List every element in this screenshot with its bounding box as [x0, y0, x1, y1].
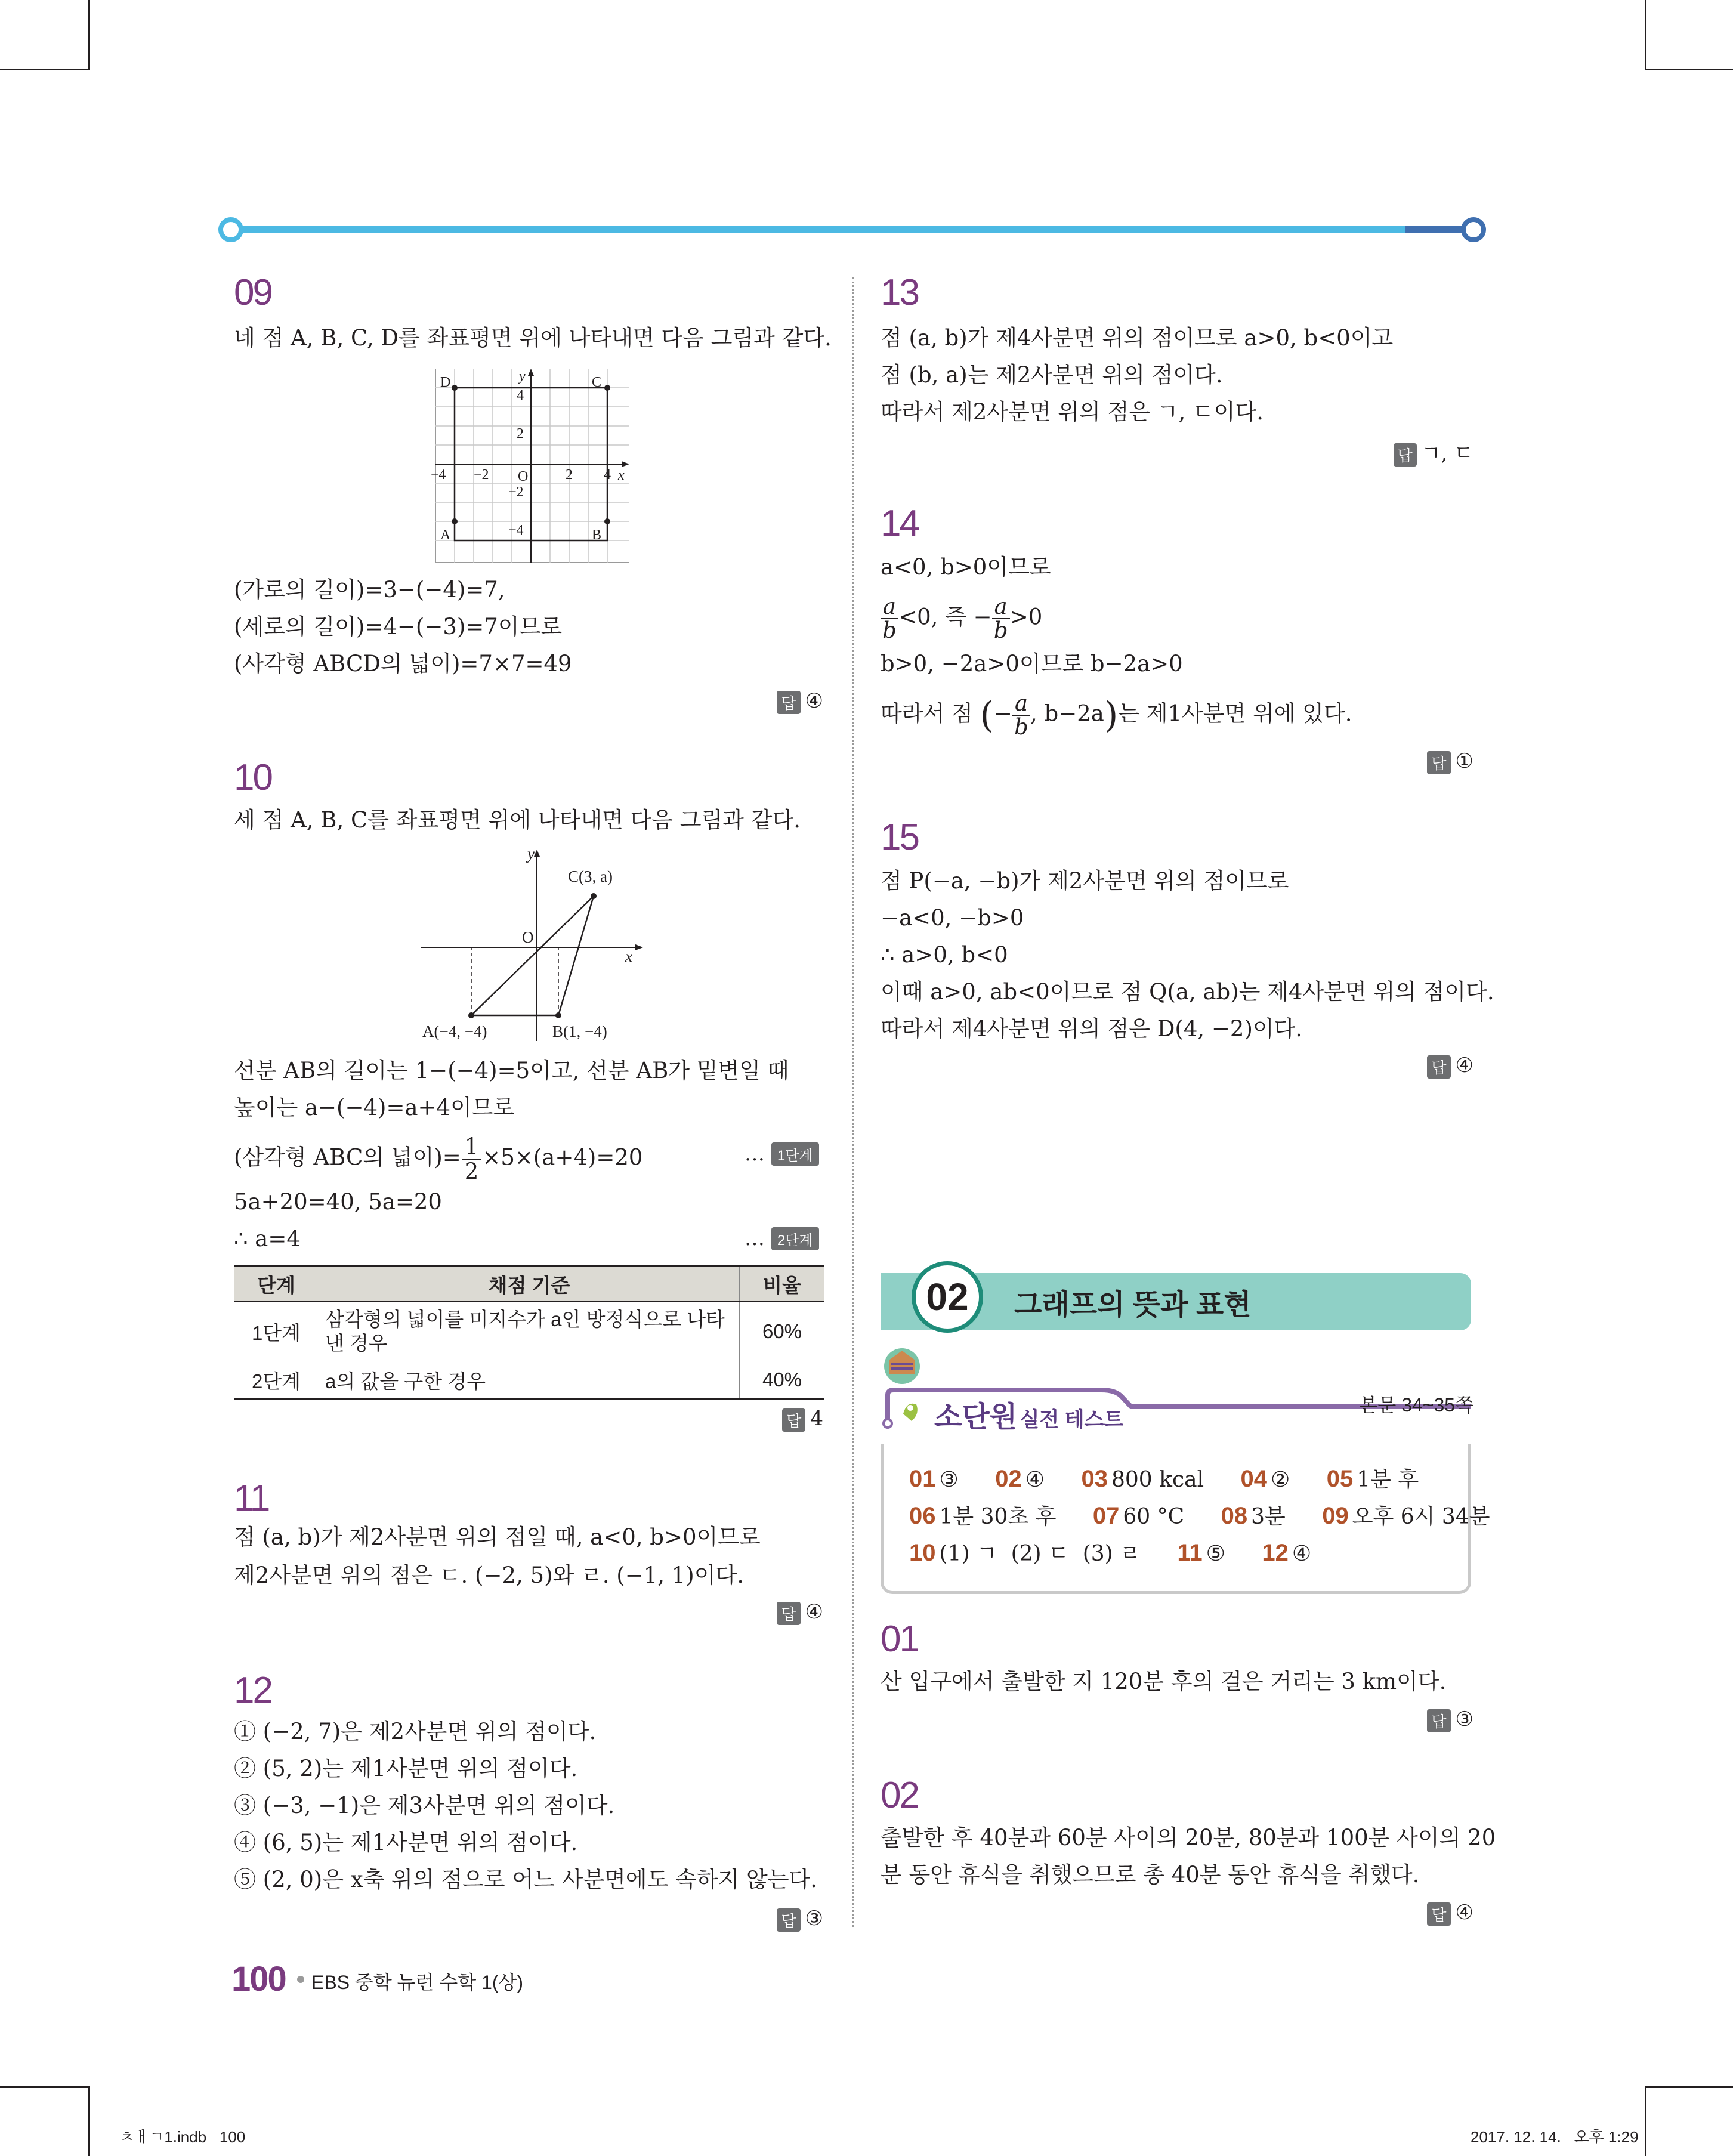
section-number-circle: 02 — [912, 1261, 983, 1333]
quick-answer-row: 01 ③ 02 ④ 03 800 kcal 04 ② 05 1분 후 — [909, 1466, 1419, 1492]
point-label-d: D — [440, 375, 451, 390]
origin-label: O — [518, 469, 529, 484]
question-number: 02 — [881, 1775, 918, 1816]
question-number: 10 — [234, 757, 271, 798]
answer: 답 ④ — [777, 1600, 823, 1625]
question-number: 13 — [881, 272, 918, 313]
solution-line: −a<0, −b>0 — [881, 905, 1024, 931]
answer: 답 ④ — [1427, 1054, 1473, 1079]
answer: 답 ④ — [1427, 1901, 1473, 1926]
coordinate-grid-q09 — [431, 369, 629, 563]
x-axis-label: x — [618, 468, 625, 483]
tick-label: −2 — [474, 467, 489, 483]
page-reference: 본문 34~35쪽 — [1359, 1394, 1473, 1416]
table-header: 비율 — [740, 1266, 825, 1302]
x-axis-label: x — [625, 947, 632, 965]
tick-label: 4 — [604, 467, 611, 483]
tick-label: −4 — [431, 467, 446, 483]
answer: 답 ㄱ, ㄷ — [1394, 437, 1473, 467]
solution-line: ⑤ (2, 0)은 x축 위의 점으로 어느 사분면에도 속하지 않는다. — [234, 1867, 818, 1892]
question-number: 15 — [881, 817, 918, 858]
step-marker: … 2단계 — [745, 1227, 819, 1250]
solution-line: 선분 AB의 길이는 1−(−4)=5이고, 선분 AB가 밑변일 때 — [234, 1058, 789, 1083]
step-marker: … 1단계 — [745, 1142, 819, 1166]
y-axis-label: y — [519, 369, 526, 384]
page-number: 100 — [231, 1960, 286, 1999]
file-name: ㅊㅐㄱ1.indb 100 — [119, 2128, 246, 2146]
question-number: 09 — [234, 272, 271, 313]
tick-label: 2 — [517, 426, 524, 441]
solution-line: ① (−2, 7)은 제2사분면 위의 점이다. — [234, 1719, 597, 1744]
header-bar — [218, 215, 1491, 245]
point-label-a: A — [440, 527, 451, 543]
question-text: 세 점 A, B, C를 좌표평면 위에 나타내면 다음 그림과 같다. — [234, 807, 801, 833]
table-row: 1단계 삼각형의 넓이를 미지수가 a인 방정식으로 나타낸 경우 60% — [234, 1302, 824, 1361]
point-label-c: C(3, a) — [568, 867, 613, 885]
solution-line: (세로의 길이)=4−(−3)=7이므로 — [234, 614, 563, 640]
solution-line: 출발한 후 40분과 60분 사이의 20분, 80분과 100분 사이의 20 — [881, 1825, 1496, 1851]
solution-line: ② (5, 2)는 제1사분면 위의 점이다. — [234, 1756, 578, 1781]
solution-line: (사각형 ABCD의 넓이)=7×7=49 — [234, 651, 572, 677]
point-label-a: A(−4, −4) — [422, 1023, 487, 1040]
solution-line: 점 (b, a)는 제2사분면 위의 점이다. — [881, 362, 1223, 388]
footer-dot — [297, 1976, 304, 1983]
solution-line: 따라서 제4사분면 위의 점은 D(4, −2)이다. — [881, 1016, 1303, 1042]
grading-table — [234, 1265, 824, 1400]
triangle-graph-q10 — [418, 847, 656, 1044]
solution-line: ∴ a>0, b<0 — [881, 942, 1008, 968]
question-number: 14 — [881, 503, 918, 544]
answer: 답 ④ — [777, 689, 823, 714]
table-row: 2단계 a의 값을 구한 경우 40% — [234, 1361, 824, 1400]
solution-line: 산 입구에서 출발한 지 120분 후의 걸은 거리는 3 km이다. — [881, 1669, 1447, 1694]
solution-line: 따라서 점 (− $\frac{a}{b}$ , b−2a)는 제1사분면 위에 있다. — [881, 690, 1352, 740]
point-label-b: B(1, −4) — [552, 1023, 607, 1040]
solution-line: 제2사분면 위의 점은 ㄷ. (−2, 5)와 ㄹ. (−1, 1)이다. — [234, 1562, 744, 1588]
question-number: 12 — [234, 1670, 271, 1711]
subsection-title: 소단원 실전 테스트 — [934, 1401, 1124, 1433]
tick-label: −2 — [508, 484, 524, 500]
answer: 답 ③ — [1427, 1707, 1473, 1732]
point-label-c: C — [592, 375, 602, 390]
section-title: 그래프의 뜻과 표현 — [1014, 1289, 1252, 1321]
print-date: 2017. 12. 14. 오후 1:29 — [1471, 2128, 1639, 2146]
tick-label: 2 — [566, 467, 573, 483]
solution-line: 점 (a, b)가 제2사분면 위의 점일 때, a<0, b>0이므로 — [234, 1524, 761, 1550]
solution-line: a<0, b>0이므로 — [881, 554, 1051, 580]
solution-line: ③ (−3, −1)은 제3사분면 위의 점이다. — [234, 1793, 615, 1818]
question-text: 네 점 A, B, C, D를 좌표평면 위에 나타내면 다음 그림과 같다. — [234, 325, 832, 351]
y-axis-label: y — [527, 845, 535, 863]
point-label-b: B — [592, 527, 602, 543]
table-header: 단계 — [234, 1266, 319, 1302]
solution-line: (삼각형 ABC의 넓이)= $\frac{1}{2}$ ×5×(a+4)=20 — [234, 1133, 643, 1184]
answer: 답 ③ — [777, 1907, 823, 1932]
solution-line: ④ (6, 5)는 제1사분면 위의 점이다. — [234, 1830, 578, 1855]
solution-line: ∴ a=4 — [234, 1226, 301, 1252]
solution-line: 5a+20=40, 5a=20 — [234, 1189, 442, 1215]
question-number: 01 — [881, 1618, 918, 1660]
solution-line: 따라서 제2사분면 위의 점은 ㄱ, ㄷ이다. — [881, 399, 1264, 425]
question-number: 11 — [234, 1478, 269, 1519]
table-header: 채점 기준 — [319, 1266, 740, 1302]
answer: 답 4 — [782, 1407, 823, 1432]
quick-answer-row: 06 1분 30초 후 07 60 °C 08 3분 09 오후 6시 34분 — [909, 1503, 1490, 1529]
quick-answer-row: 10 (1) ㄱ (2) ㄷ (3) ㄹ 11 ⑤ 12 ④ — [909, 1540, 1312, 1566]
origin-label: O — [522, 928, 534, 946]
tick-label: −4 — [508, 523, 524, 538]
solution-line: 높이는 a−(−4)=a+4이므로 — [234, 1095, 515, 1120]
answer: 답 ① — [1427, 749, 1473, 774]
tick-label: 4 — [517, 388, 524, 403]
solution-line: $\frac{a}{b}$ <0, 즉 − $\frac{a}{b}$ >0 — [881, 595, 1042, 642]
book-title: EBS 중학 뉴런 수학 1(상) — [311, 1972, 524, 1993]
solution-line: 이때 a>0, ab<0이므로 점 Q(a, ab)는 제4사분면 위의 점이다. — [881, 979, 1494, 1005]
solution-line: 점 P(−a, −b)가 제2사분면 위의 점이므로 — [881, 868, 1289, 894]
solution-line: 분 동안 휴식을 취했으므로 총 40분 동안 휴식을 취했다. — [881, 1862, 1420, 1888]
solution-line: (가로의 길이)=3−(−4)=7, — [234, 577, 505, 603]
solution-line: b>0, −2a>0이므로 b−2a>0 — [881, 651, 1183, 677]
column-divider — [852, 277, 854, 1927]
solution-line: 점 (a, b)가 제4사분면 위의 점이므로 a>0, b<0이고 — [881, 325, 1394, 351]
